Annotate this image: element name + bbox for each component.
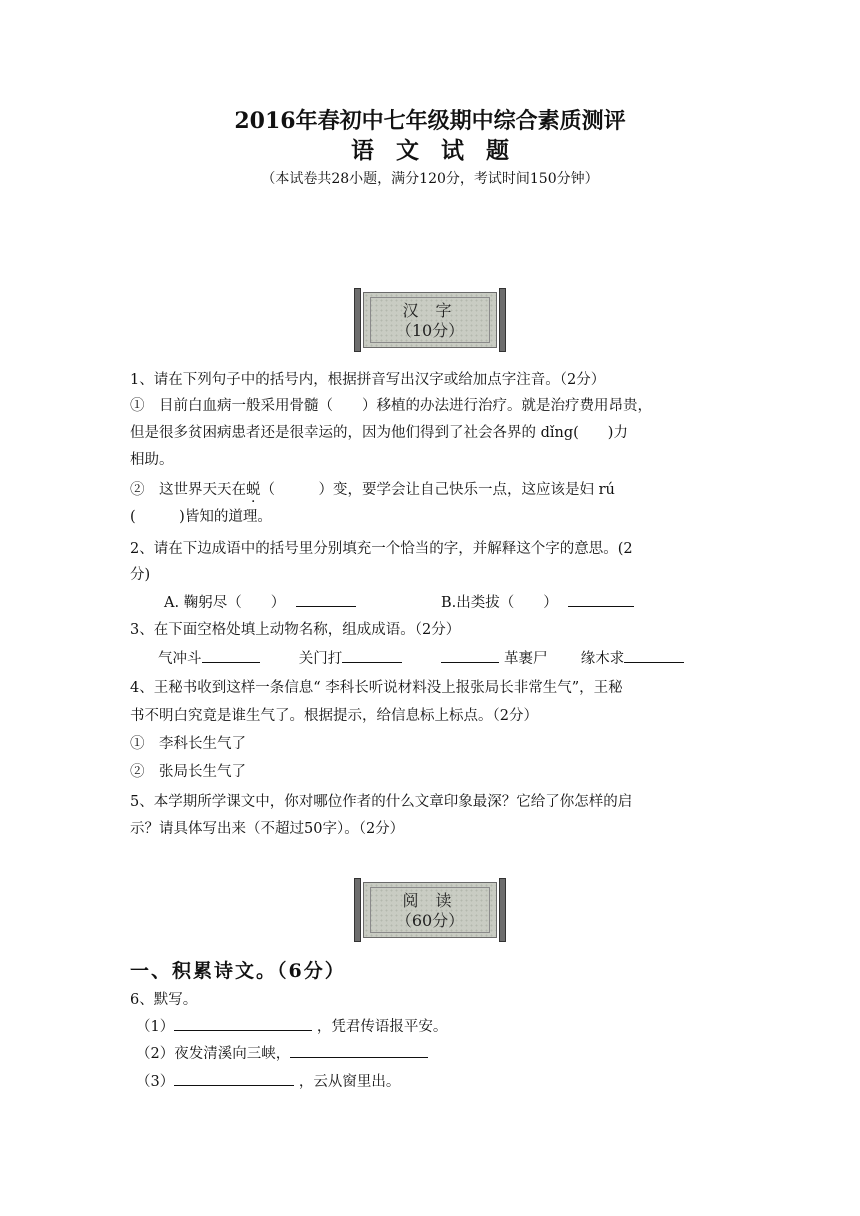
item-number: （1）	[136, 1019, 175, 1035]
answer-blank[interactable]	[296, 592, 356, 607]
question-6-item-1	[136, 1015, 447, 1036]
exam-note: （本试卷共28小题，满分120分，考试时间150分钟）	[261, 171, 599, 187]
line-text: ② 这世界天天在	[130, 482, 246, 498]
question-3: 3、在下面空格处填上动物名称，组成成语。（2分）	[130, 622, 461, 638]
question-2: 2、请在下边成语中的括号里分别填充一个恰当的字，并解释这个字的意思。(2	[130, 541, 633, 557]
idiom-2: 关门打	[298, 651, 343, 667]
answer-blank[interactable]	[624, 648, 684, 663]
question-6-item-3	[136, 1070, 400, 1091]
question-6: 6、默写。	[130, 992, 198, 1008]
section-name: 阅 读	[402, 891, 458, 910]
question-1-line-b: 但是很多贫困病患者还是很幸运的，因为他们得到了社会各界的 dǐng( )力	[130, 425, 628, 441]
question-4-item-2: ② 张局长生气了	[130, 764, 246, 780]
scroll-rod-left	[354, 878, 361, 942]
scroll-rod-left	[354, 288, 361, 352]
section-score: （60分）	[395, 911, 465, 930]
exam-title: 2016年春初中七年级期中综合素质测评	[234, 108, 626, 134]
scroll-rod-right	[499, 878, 506, 942]
item-number: （3）	[136, 1074, 175, 1090]
question-1: 1、请在下列句子中的括号内，根据拼音写出汉字或给加点字注音。（2分）	[130, 372, 606, 388]
scroll-rod-right	[499, 288, 506, 352]
scroll-panel	[363, 882, 497, 938]
line-text: （ ）变，要学会让自己快乐一点，这应该是妇 rú	[260, 482, 615, 498]
question-2-line-b: 分)	[130, 567, 151, 583]
section-heading: 一、积累诗文。（6分）	[130, 960, 346, 982]
question-1-line-a: ① 目前白血病一般采用骨髓（ ）移植的办法进行治疗。就是治疗费用昂贵，	[130, 398, 652, 414]
answer-blank[interactable]	[568, 592, 634, 607]
section-name: 汉 字	[402, 301, 458, 320]
answer-blank[interactable]	[441, 648, 499, 663]
question-1-line-e: ( )皆知的道理。	[130, 509, 272, 525]
answer-blank[interactable]	[202, 648, 260, 663]
line-text: ，云从窗里出。	[298, 1074, 401, 1090]
line-text: ，凭君传语报平安。	[316, 1019, 448, 1035]
question-2-options	[164, 591, 634, 612]
answer-blank[interactable]	[174, 1016, 312, 1031]
scroll-panel	[363, 292, 497, 348]
question-4-line-b: 书不明白究竟是谁生气了。根据提示，给信息标上标点。（2分）	[130, 708, 538, 724]
option-a: A. 鞠躬尽（ ）	[164, 595, 286, 611]
question-5: 5、本学期所学课文中，你对哪位作者的什么文章印象最深？它给了你怎样的启	[130, 794, 633, 810]
section-banner-hanzi	[354, 288, 506, 352]
option-b: B.出类拔（ ）	[441, 595, 558, 611]
idiom-4: 缘木求	[580, 651, 625, 667]
question-4-item-1: ① 李科长生气了	[130, 736, 246, 752]
section-banner-reading	[354, 878, 506, 942]
question-5-line-b: 示？请具体写出来（不超过50字）。（2分）	[130, 821, 405, 837]
idiom-1: 气冲斗	[158, 651, 202, 667]
question-4: 4、王秘书收到这样一条信息“ 李科长听说材料没上报张局长非常生气”，王秘	[130, 680, 623, 696]
dotted-char: 蜕	[246, 482, 261, 498]
question-3-idioms	[158, 647, 684, 668]
line-text: （2）夜发清溪向三峡，	[136, 1046, 291, 1062]
subject-title: 语文试题	[351, 137, 531, 164]
answer-blank[interactable]	[174, 1071, 294, 1086]
question-6-item-2	[136, 1042, 428, 1063]
idiom-3: 革裹尸	[504, 651, 548, 667]
answer-blank[interactable]	[290, 1043, 428, 1058]
question-1-line-c: 相助。	[130, 452, 174, 468]
section-score: （10分）	[395, 321, 465, 340]
question-1-line-d	[130, 478, 615, 499]
answer-blank[interactable]	[342, 648, 402, 663]
